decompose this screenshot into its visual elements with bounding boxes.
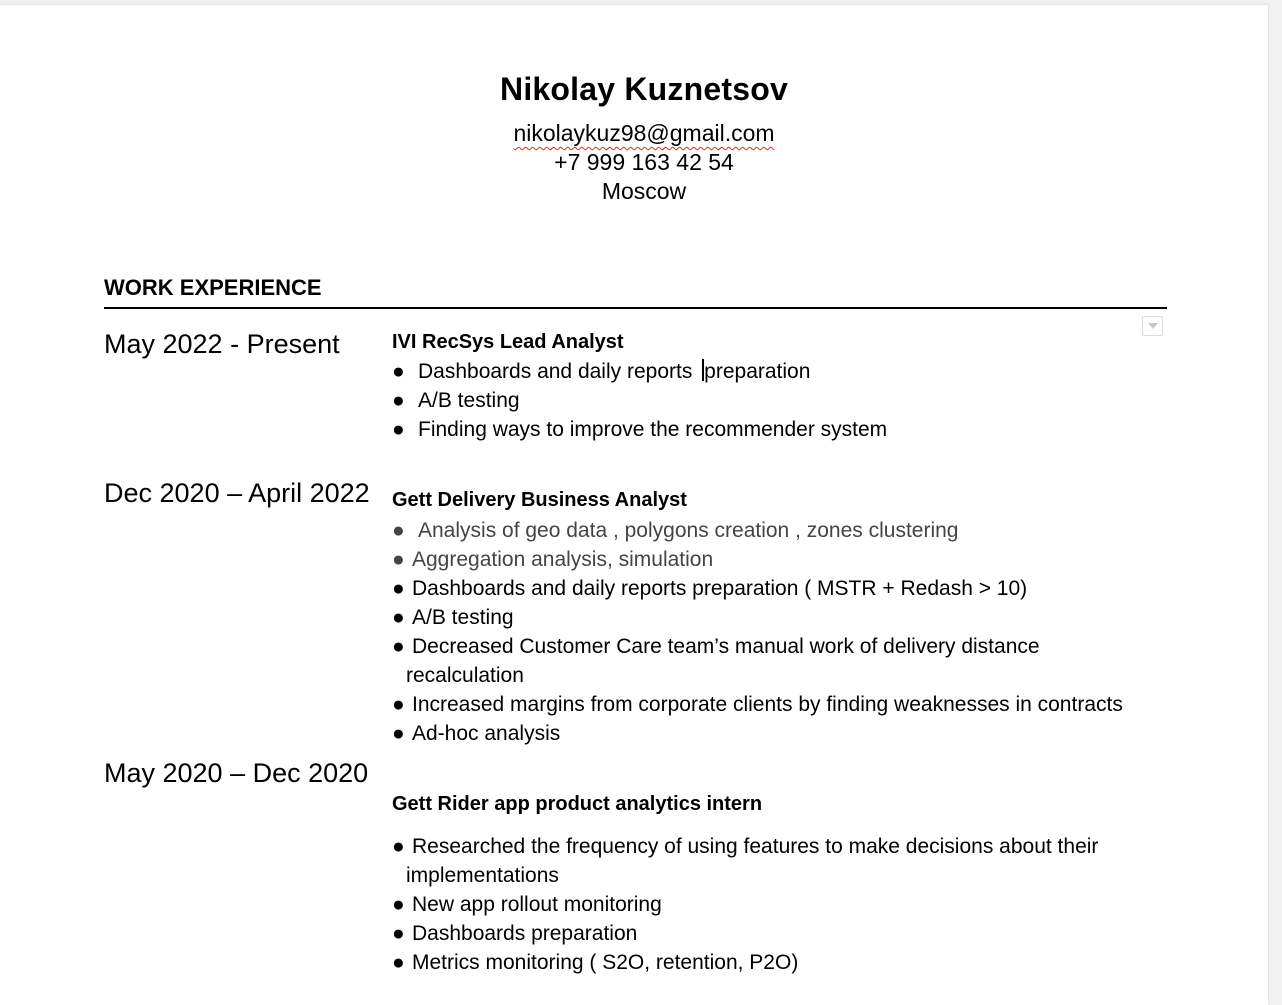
contact-city: Moscow	[601, 178, 687, 204]
job-role: Gett Rider app product analytics intern	[392, 793, 763, 815]
list-item: ● Researched the frequency of using features to make decisions about their implementations	[392, 832, 1098, 890]
chevron-down-icon[interactable]	[1142, 316, 1163, 336]
list-item: ● Decreased Customer Care team’s manual work of delivery distance recalculation	[392, 632, 1123, 690]
bullet-icon: ●	[392, 606, 405, 629]
job-date: May 2022 - Present	[104, 329, 340, 359]
job-role: IVI RecSys Lead Analyst	[392, 331, 624, 353]
job-bullets	[392, 516, 1123, 748]
bullet-icon: ●	[392, 519, 405, 542]
bullet-icon: ●	[392, 722, 405, 745]
job-date: May 2020 – Dec 2020	[104, 758, 369, 788]
resume-name: Nikolay Kuznetsov	[500, 71, 788, 107]
list-item: ● Ad-hoc analysis	[392, 719, 1123, 748]
list-item: ● Dashboards preparation	[392, 919, 1098, 948]
job-role: Gett Delivery Business Analyst	[392, 489, 687, 511]
bullet-icon: ●	[392, 951, 405, 974]
list-item: ● Dashboards and daily reports preparation ( MSTR + Redash > 10)	[392, 574, 1123, 603]
list-item: ● A/B testing	[392, 386, 887, 415]
section-title: WORK EXPERIENCE	[104, 275, 322, 300]
list-item: ● Aggregation analysis, simulation	[392, 545, 1123, 574]
list-item: ● Finding ways to improve the recommender system	[392, 415, 887, 444]
bullet-icon: ●	[392, 389, 405, 412]
bullet-icon: ●	[392, 922, 405, 945]
list-item: ● Dashboards and daily reports preparation	[392, 357, 887, 386]
list-item: ● New app rollout monitoring	[392, 890, 1098, 919]
bullet-icon: ●	[392, 635, 405, 658]
document-page	[0, 5, 1268, 1005]
job-bullets	[392, 832, 1098, 977]
list-item: ● Increased margins from corporate clients by finding weaknesses in contracts	[392, 690, 1123, 719]
bullet-icon: ●	[392, 548, 405, 571]
contact-phone: +7 999 163 42 54	[554, 149, 734, 175]
section-divider	[104, 307, 1167, 309]
list-item: ● A/B testing	[392, 603, 1123, 632]
bullet-icon: ●	[392, 577, 405, 600]
list-item: ● Analysis of geo data , polygons creation , zones clustering	[392, 516, 1123, 545]
bullet-icon: ●	[392, 893, 405, 916]
email-text: nikolaykuz98@gmail.com	[513, 120, 775, 146]
bullet-icon: ●	[392, 693, 405, 716]
list-item: ● Metrics monitoring ( S2O, retention, P2O)	[392, 948, 1098, 977]
bullet-icon: ●	[392, 835, 405, 858]
contact-email	[0, 119, 1282, 148]
job-date: Dec 2020 – April 2022	[104, 478, 370, 508]
job-bullets	[392, 357, 887, 444]
bullet-icon: ●	[392, 360, 405, 383]
bullet-icon: ●	[392, 418, 405, 441]
